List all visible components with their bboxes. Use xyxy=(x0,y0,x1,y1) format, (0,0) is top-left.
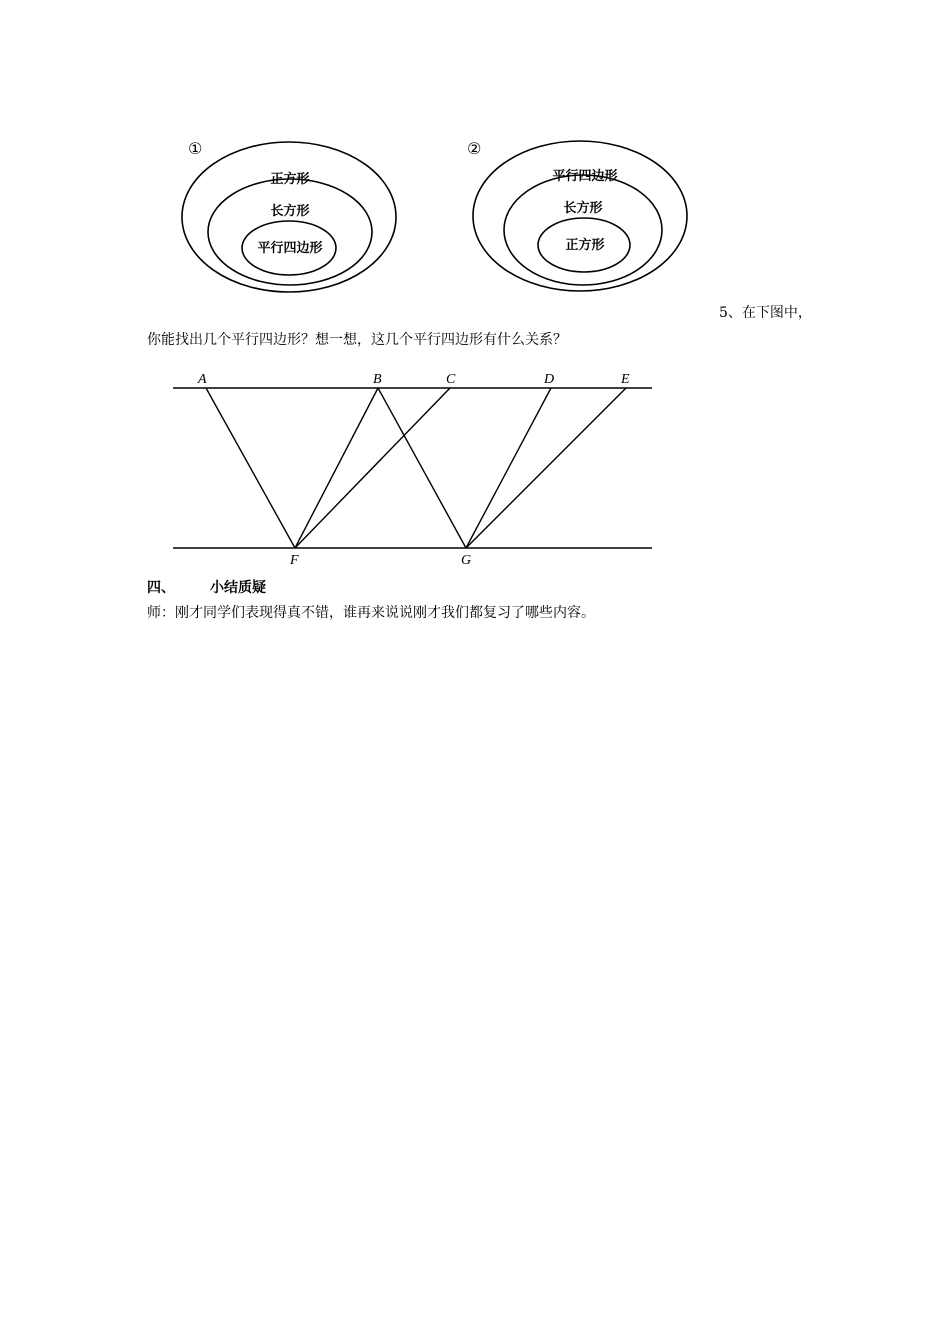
section4-title: 小结质疑 xyxy=(210,580,266,596)
segment-dg xyxy=(466,388,551,548)
segment-bf xyxy=(295,388,378,548)
point-label-a: A xyxy=(198,372,207,387)
segment-bg xyxy=(378,388,466,548)
question5-text-part2: 你能找出几个平行四边形？想一想，这几个平行四边形有什么关系？ xyxy=(147,332,567,348)
venn2-outer-label: 平行四边形 xyxy=(552,169,618,184)
venn2-inner-label: 正方形 xyxy=(565,238,605,253)
point-label-c: C xyxy=(446,372,456,387)
venn2-marker: ② xyxy=(467,139,482,158)
venn1-marker: ① xyxy=(188,139,203,158)
venn1-middle-label: 长方形 xyxy=(270,204,310,219)
venn-diagram-2 xyxy=(467,139,687,291)
teacher-line: 师：刚才同学们表现得真不错，谁再来说说刚才我们都复习了哪些内容。 xyxy=(147,605,595,621)
section4-number: 四、 xyxy=(147,580,175,596)
venn2-outer-ellipse xyxy=(473,141,687,291)
point-label-e: E xyxy=(621,372,630,387)
segment-eg xyxy=(466,388,626,548)
point-label-b: B xyxy=(373,372,382,387)
point-label-d: D xyxy=(544,372,555,387)
parallelogram-figure xyxy=(0,360,950,570)
venn-diagram-1 xyxy=(182,139,396,292)
venn2-middle-label: 长方形 xyxy=(563,201,603,216)
segment-cf xyxy=(295,388,450,548)
venn-diagrams xyxy=(0,0,950,330)
venn1-outer-label: 正方形 xyxy=(270,172,310,187)
venn1-inner-label: 平行四边形 xyxy=(257,241,323,256)
venn1-middle-ellipse xyxy=(208,179,372,285)
point-label-g: G xyxy=(461,553,472,568)
question5-text-part1: 5、在下图中， xyxy=(719,305,812,321)
point-label-f: F xyxy=(290,553,299,568)
segment-af xyxy=(206,388,295,548)
venn2-middle-ellipse xyxy=(504,175,662,285)
